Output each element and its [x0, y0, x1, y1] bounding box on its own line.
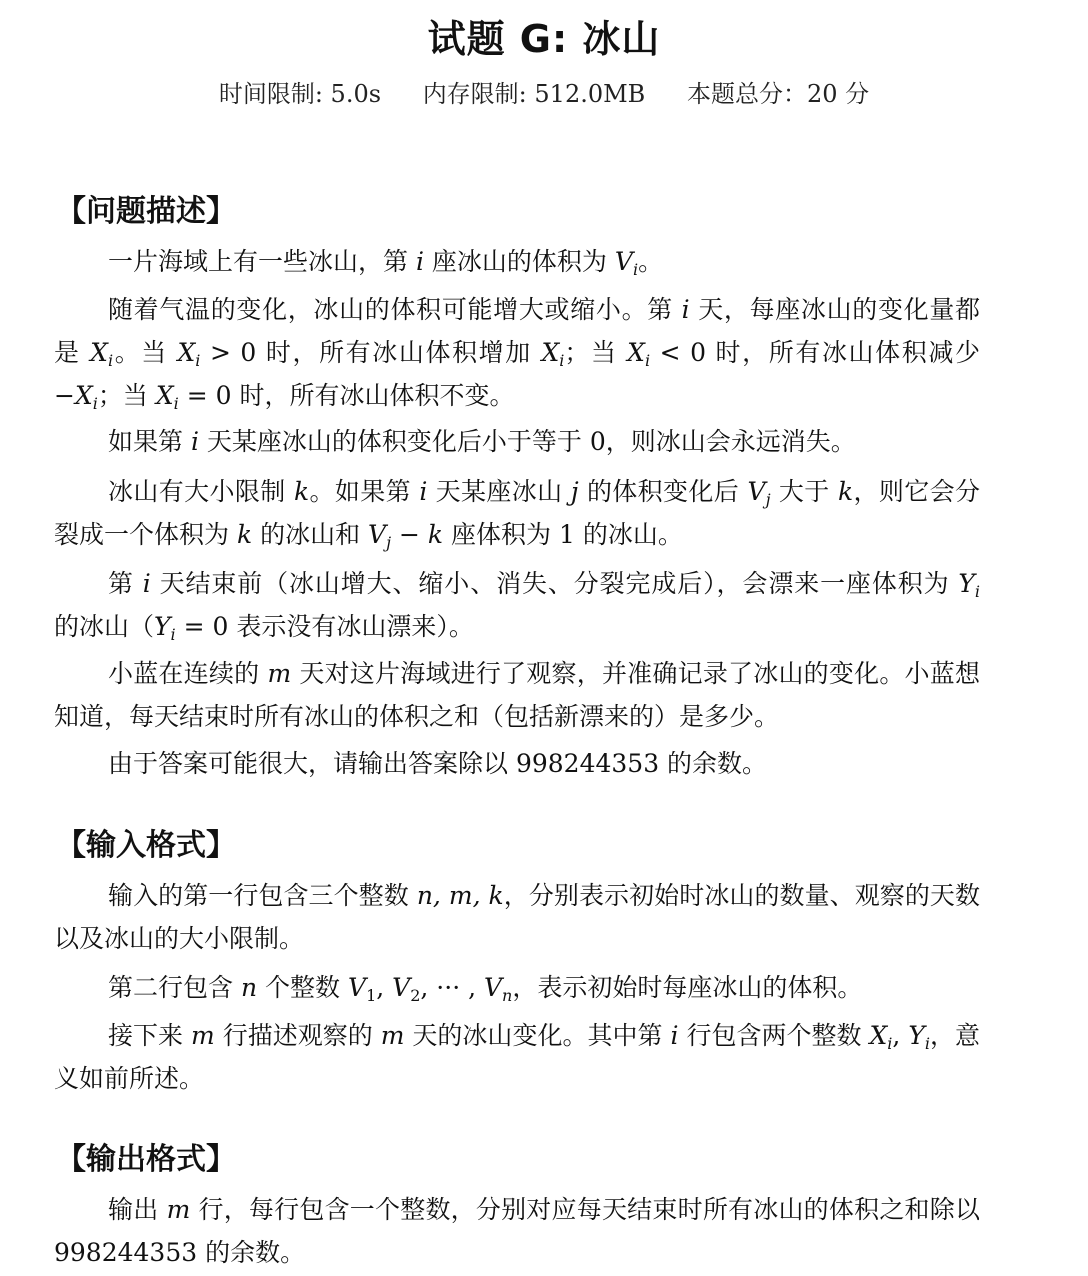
problem-paragraph-4: 冰山有大小限制 k。如果第 i 天某座冰山 j 的体积变化后 $V_j$ 大于 k，则它会分裂成一个体积为 k 的冰山和 $V_j - k$ 座体积为 1 的冰山。	[54, 477, 980, 552]
input-paragraph-1: 输入的第一行包含三个整数 n, m, k，分别表示初始时冰山的数量、观察的天数以及冰山的大小限制。	[54, 881, 980, 953]
section-heading-problem: 【问题描述】	[56, 194, 236, 229]
total-score: 本题总分：20 分	[686, 80, 870, 108]
problem-paragraph-6: 小蓝在连续的 m 天对这片海域进行了观察，并准确记录了冰山的变化。小蓝想知道，每天结束时所有冰山的体积之和（包括新漂来的）是多少。	[54, 659, 980, 731]
problem-paragraph-5: 第 i 天结束前（冰山增大、缩小、消失、分裂完成后），会漂来一座体积为 $Y_i$ 的冰山（$Y_i = 0$ 表示没有冰山漂来）。	[54, 569, 980, 644]
problem-paragraph-1: 一片海域上有一些冰山，第 i 座冰山的体积为 $V_i$。	[108, 247, 664, 279]
page-title: 试题 G: 冰山	[427, 17, 661, 61]
problem-paragraph-7: 由于答案可能很大，请输出答案除以 998244353 的余数。	[108, 749, 768, 778]
memory-limit: 内存限制: 512.0MB	[422, 80, 646, 108]
input-paragraph-3: 接下来 m 行描述观察的 m 天的冰山变化。其中第 i 行包含两个整数 $X_i$, $Y_i$，意义如前所述。	[54, 1021, 980, 1093]
input-paragraph-2: 第二行包含 n 个整数 $V_1$, $V_2$, ··· , $V_n$，表示初始时每座冰山的体积。	[108, 973, 863, 1005]
output-paragraph-1: 输出 m 行，每行包含一个整数，分别对应每天结束时所有冰山的体积之和除以 998244353 的余数。	[54, 1195, 980, 1267]
problem-paragraph-2: 随着气温的变化，冰山的体积可能增大或缩小。第 i 天，每座冰山的变化量都是 $X_i$。当 $X_i > 0$ 时，所有冰山体积增加 $X_i$；当 $X_i < 0$ 时，所有冰山体积减少 $-X_i$；当 $X_i = 0$ 时，所有冰山体积不变。	[54, 295, 981, 413]
section-heading-output: 【输出格式】	[56, 1142, 236, 1177]
problem-paragraph-3: 如果第 i 天某座冰山的体积变化后小于等于 0，则冰山会永远消失。	[108, 427, 856, 456]
time-limit: 时间限制: 5.0s	[218, 80, 382, 108]
section-heading-input: 【输入格式】	[56, 828, 236, 863]
limits-bar	[0, 74, 1088, 109]
